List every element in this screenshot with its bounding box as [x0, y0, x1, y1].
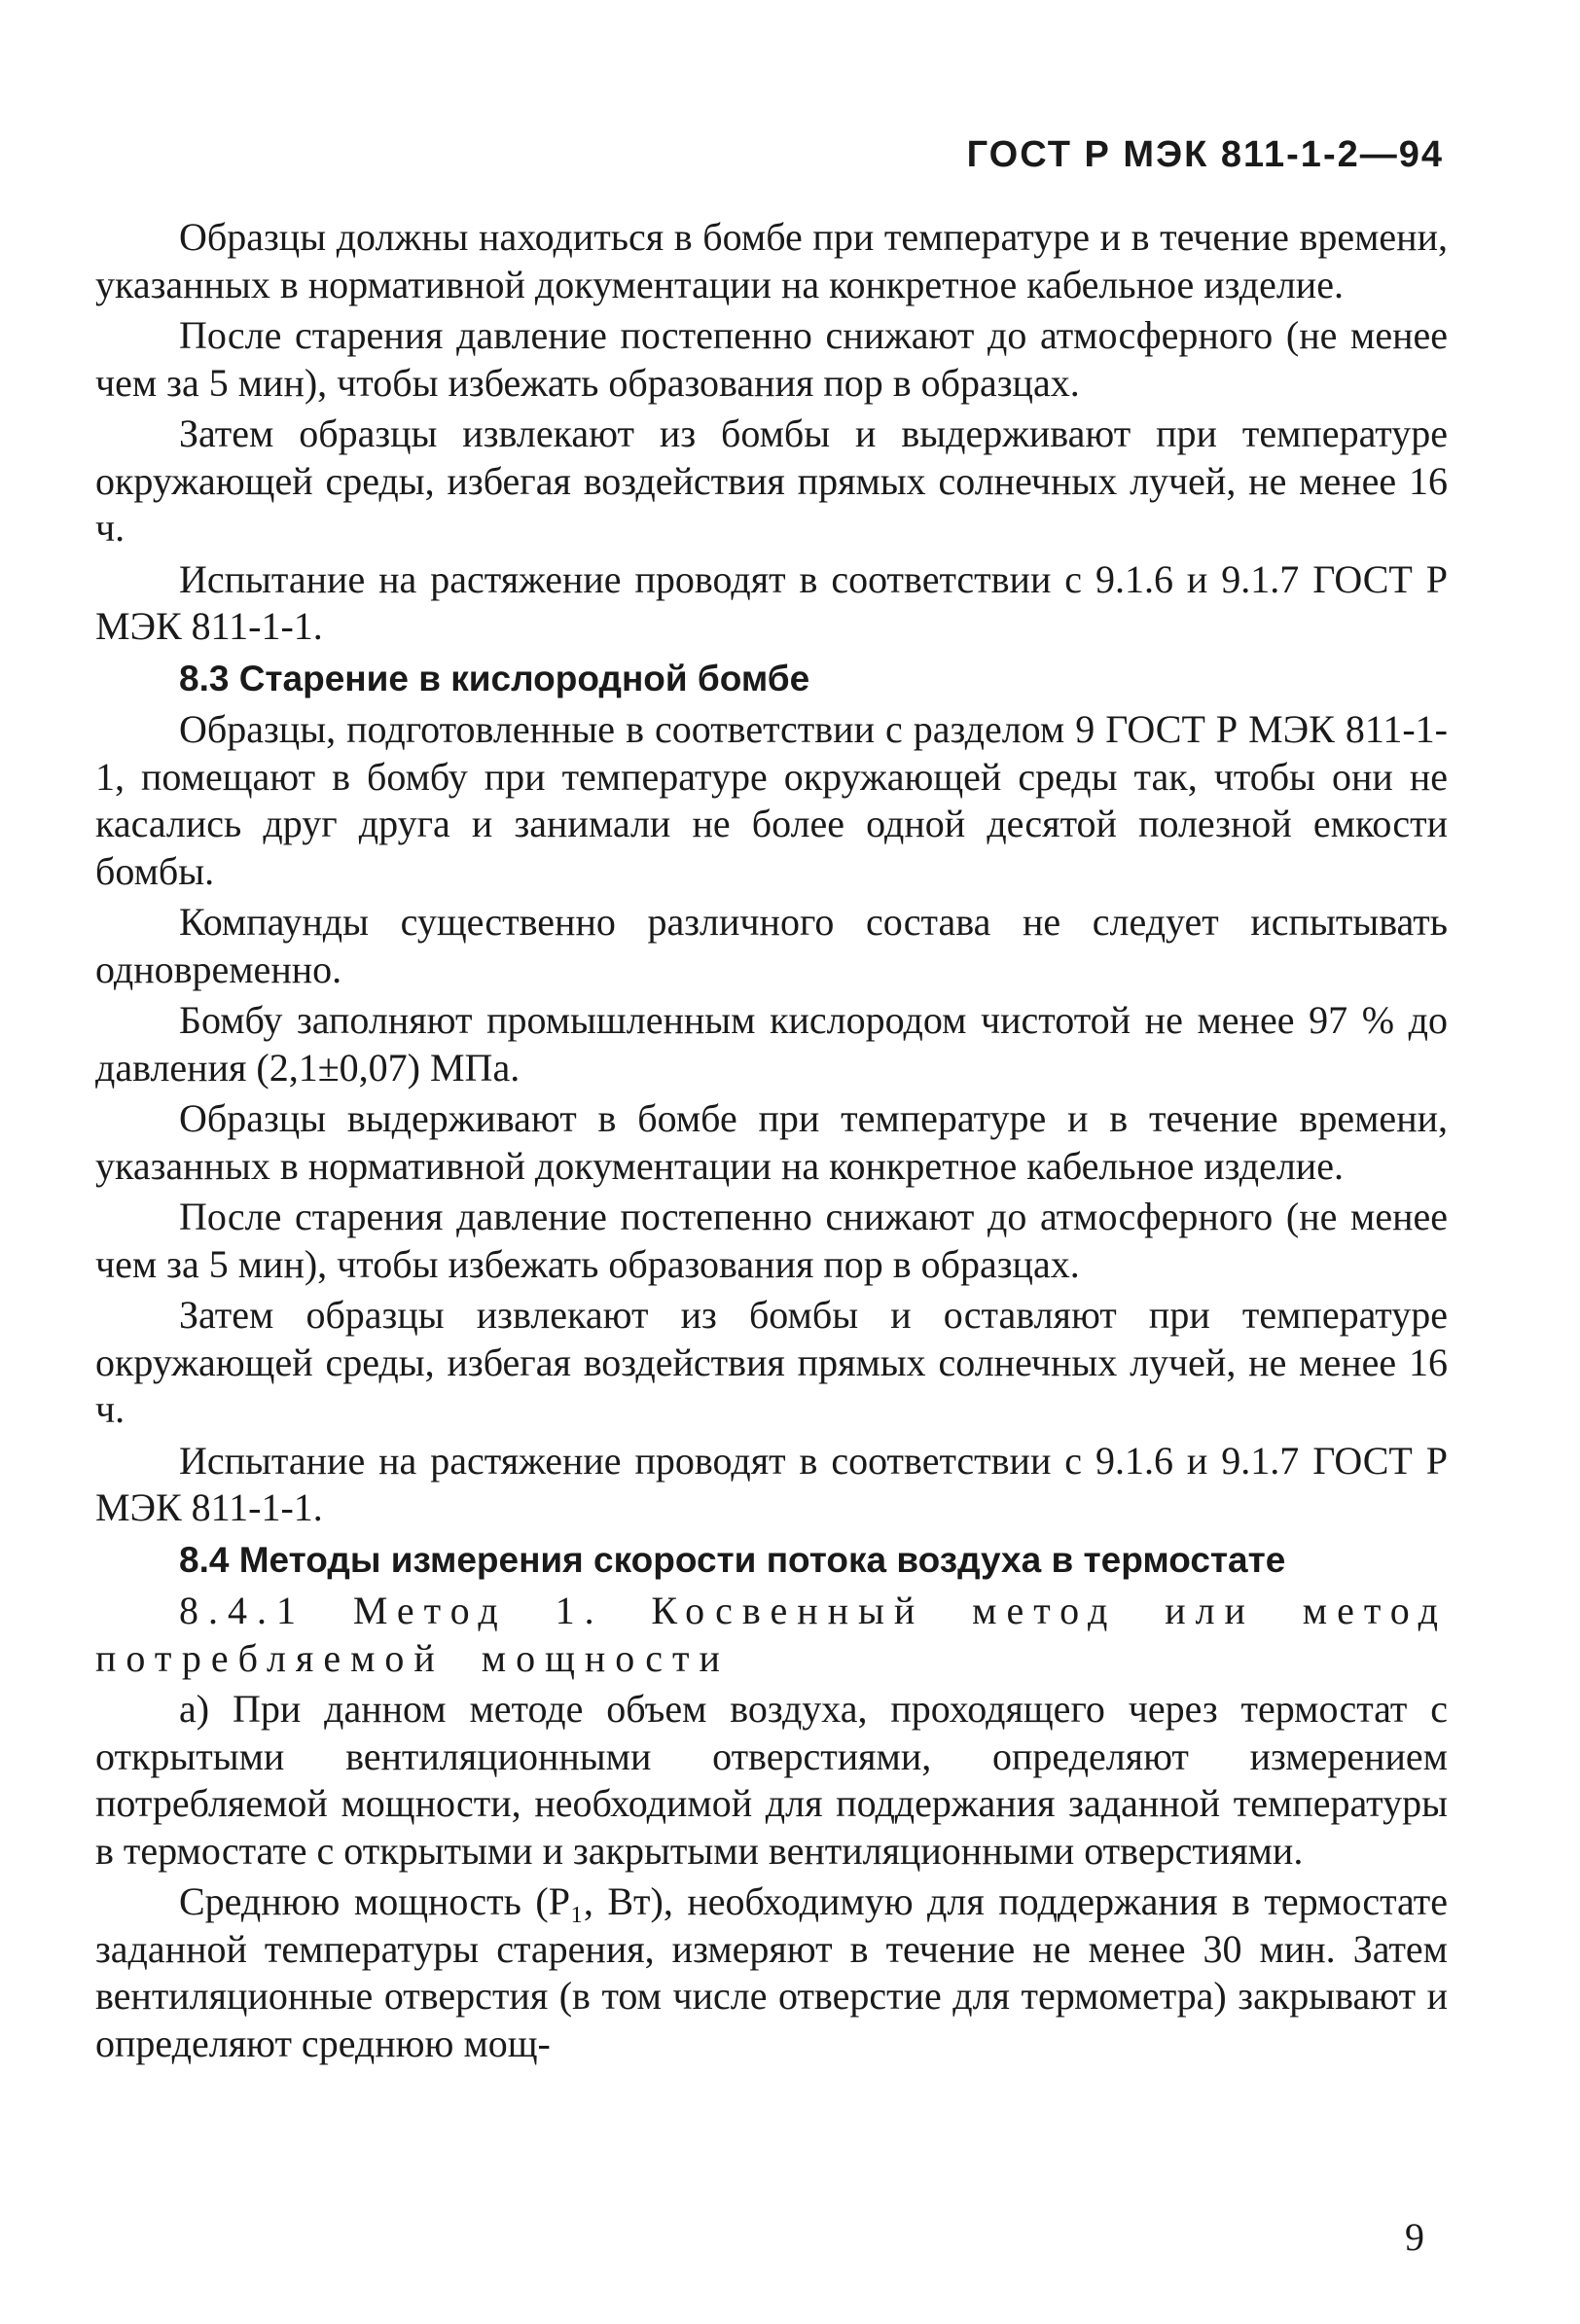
- document-header: ГОСТ Р МЭК 811-1-2—94: [966, 134, 1444, 175]
- paragraph: Среднюю мощность (P₁, Вт), необходимую для поддержания в термостате заданной температуры старения, измеряют в течение не менее 30 мин. Затем вентиляционные отверстия (в том числе отверстие для термометра) закрывают и определяют среднюю мощ-: [95, 1879, 1448, 2065]
- paragraph: Испытание на растяжение проводят в соответствии с 9.1.6 и 9.1.7 ГОСТ Р МЭК 811-1-1.: [95, 1438, 1448, 1529]
- section-heading-8-3: [95, 655, 1448, 703]
- paragraph: Испытание на растяжение проводят в соответствии с 9.1.6 и 9.1.7 ГОСТ Р МЭК 811-1-1.: [95, 556, 1448, 648]
- paragraph: После старения давление постепенно снижают до атмосферного (не менее чем за 5 мин), чтобы избежать образования пор в образцах.: [95, 1195, 1448, 1286]
- page-number: 9: [1405, 2215, 1424, 2259]
- paragraph: Образцы, подготовленные в соответствии с разделом 9 ГОСТ Р МЭК 811-1-1, помещают в бомбу при температуре окружающей среды так, чтобы они не касались друг друга и занимали не более одной десятой полезной емкости бомбы.: [95, 707, 1448, 893]
- document-body: [95, 214, 1448, 2071]
- paragraph: Компаунды существенно различного состава не следует испытывать одновременно.: [95, 900, 1448, 991]
- paragraph: После старения давление постепенно снижают до атмосферного (не менее чем за 5 мин), чтобы избежать образования пор в образцах.: [95, 313, 1448, 405]
- heading-text: 8.3 Старение в кислородной бомбе: [179, 658, 810, 698]
- paragraph: Образцы выдерживают в бомбе при температуре и в течение времени, указанных в нормативной документации на конкретное кабельное изделие.: [95, 1096, 1448, 1188]
- paragraph: а) При данном методе объем воздуха, проходящего через термостат с открытыми вентиляционными отверстиями, определяют измерением потребляемой мощности, необходимой для поддержания заданной температуры в термостате с открытыми и закрытыми вентиляционными отверстиями.: [95, 1687, 1448, 1873]
- heading-text: 8.4 Методы измерения скорости потока воздуха в термостате: [179, 1539, 1286, 1580]
- section-heading-8-4: [95, 1536, 1448, 1585]
- subsection-heading-8-4-1: 8.4.1 Метод 1. Косвенный метод или метод потребляемой мощности: [95, 1589, 1448, 1680]
- paragraph: Бомбу заполняют промышленным кислородом чистотой не менее 97 % до давления (2,1±0,07) МПа.: [95, 998, 1448, 1090]
- paragraph: Затем образцы извлекают из бомбы и выдерживают при температуре окружающей среды, избегая воздействия прямых солнечных лучей, не менее 16 ч.: [95, 411, 1448, 550]
- paragraph: Затем образцы извлекают из бомбы и оставляют при температуре окружающей среды, избегая воздействия прямых солнечных лучей, не менее 16 ч.: [95, 1293, 1448, 1431]
- paragraph: Образцы должны находиться в бомбе при температуре и в течение времени, указанных в нормативной документации на конкретное кабельное изделие.: [95, 215, 1448, 306]
